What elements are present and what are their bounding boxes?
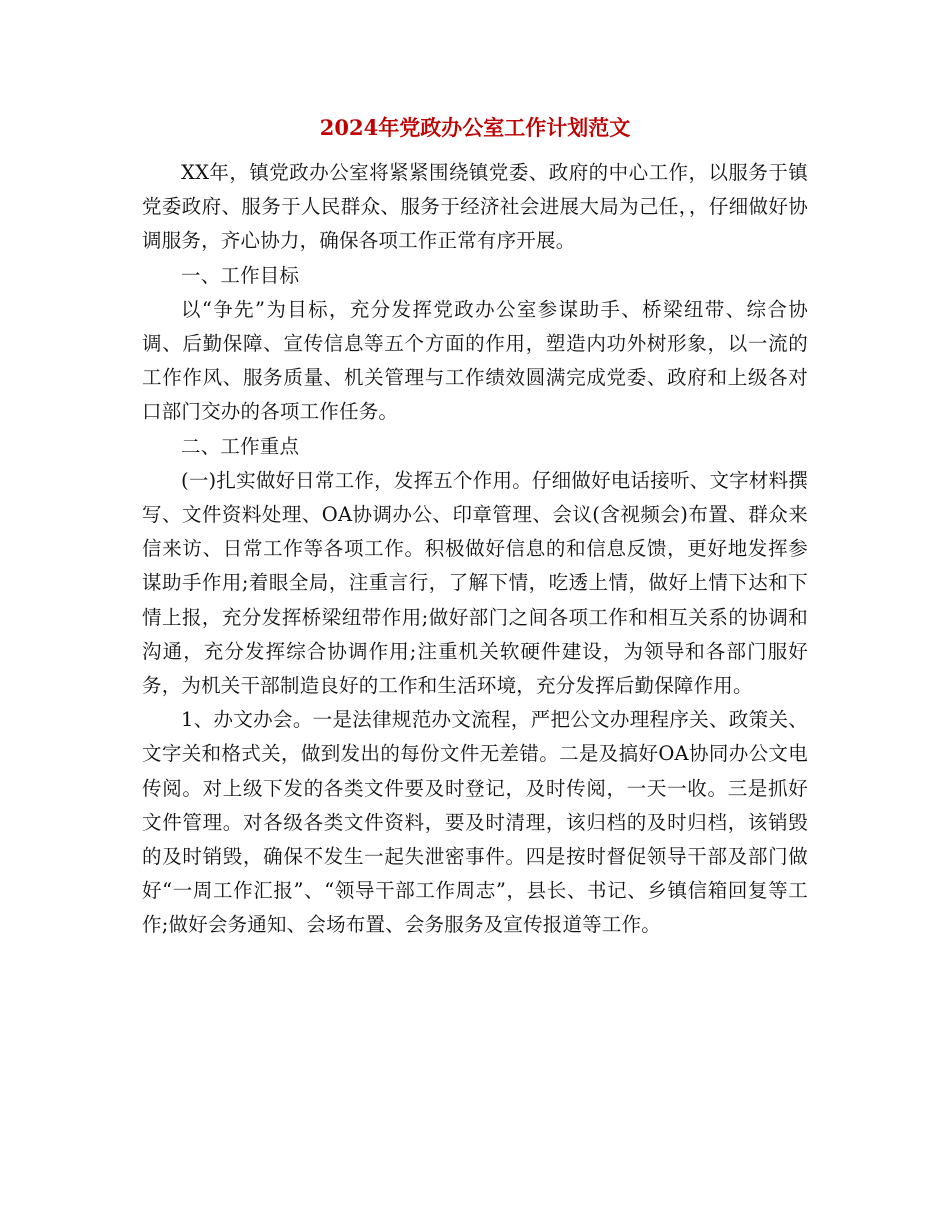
focus-paragraph-daily-work: (一)扎实做好日常工作，发挥五个作用。仔细做好电话接听、文字材料撰写、文件资料处理、OA协调办公、印章管理、会议(含视频会)布置、群众来信来访、日常工作等各项工作。积极做好信息的和信息反馈，更好地发挥参谋助手作用;着眼全局，注重言行，了解下情，吃透上情，做好上情下达和下情上报，充分发挥桥梁纽带作用;做好部门之间各项工作和相互关系的协调和沟通，充分发挥综合协调作用;注重机关软硬件建设，为领导和各部门服好务，为机关干部制造良好的工作和生活环境，充分发挥后勤保障作用。 [142,468,808,698]
document-body [142,156,808,943]
section-heading-focus: 二、工作重点 [181,434,300,458]
goals-paragraph: 以“争先”为目标，充分发挥党政办公室参谋助手、桥梁纽带、综合协调、后勤保障、宣传信息等五个方面的作用，塑造内功外树形象，以一流的工作作风、服务质量、机关管理与工作绩效圆满完成党委、政府和上级各对口部门交办的各项工作任务。 [142,297,808,424]
section-heading-goals: 一、工作目标 [181,263,300,287]
focus-paragraph-documents-meetings: 1、办文办会。一是法律规范办文流程，严把公文办理程序关、政策关、文字关和格式关，做到发出的每份文件无差错。二是及搞好OA协同办公文电传阅。对上级下发的各类文件要及时登记，及时传阅，一天一收。三是抓好文件管理。对各级各类文件资料，要及时清理，该归档的及时归档，该销毁的及时销毁，确保不发生一起失泄密事件。四是按时督促领导干部及部门做好“一周工作汇报”、“领导干部工作周志”，县长、书记、乡镇信箱回复等工作;做好会务通知、会场布置、会务服务及宣传报道等工作。 [142,708,808,937]
document-title: 2024年党政办公室工作计划范文 [319,115,631,140]
intro-paragraph: XX年，镇党政办公室将紧紧围绕镇党委、政府的中心工作，以服务于镇党委政府、服务于人民群众、服务于经济社会进展大局为己任，，仔细做好协调服务，齐心协力，确保各项工作正常有序开展。 [142,161,808,253]
